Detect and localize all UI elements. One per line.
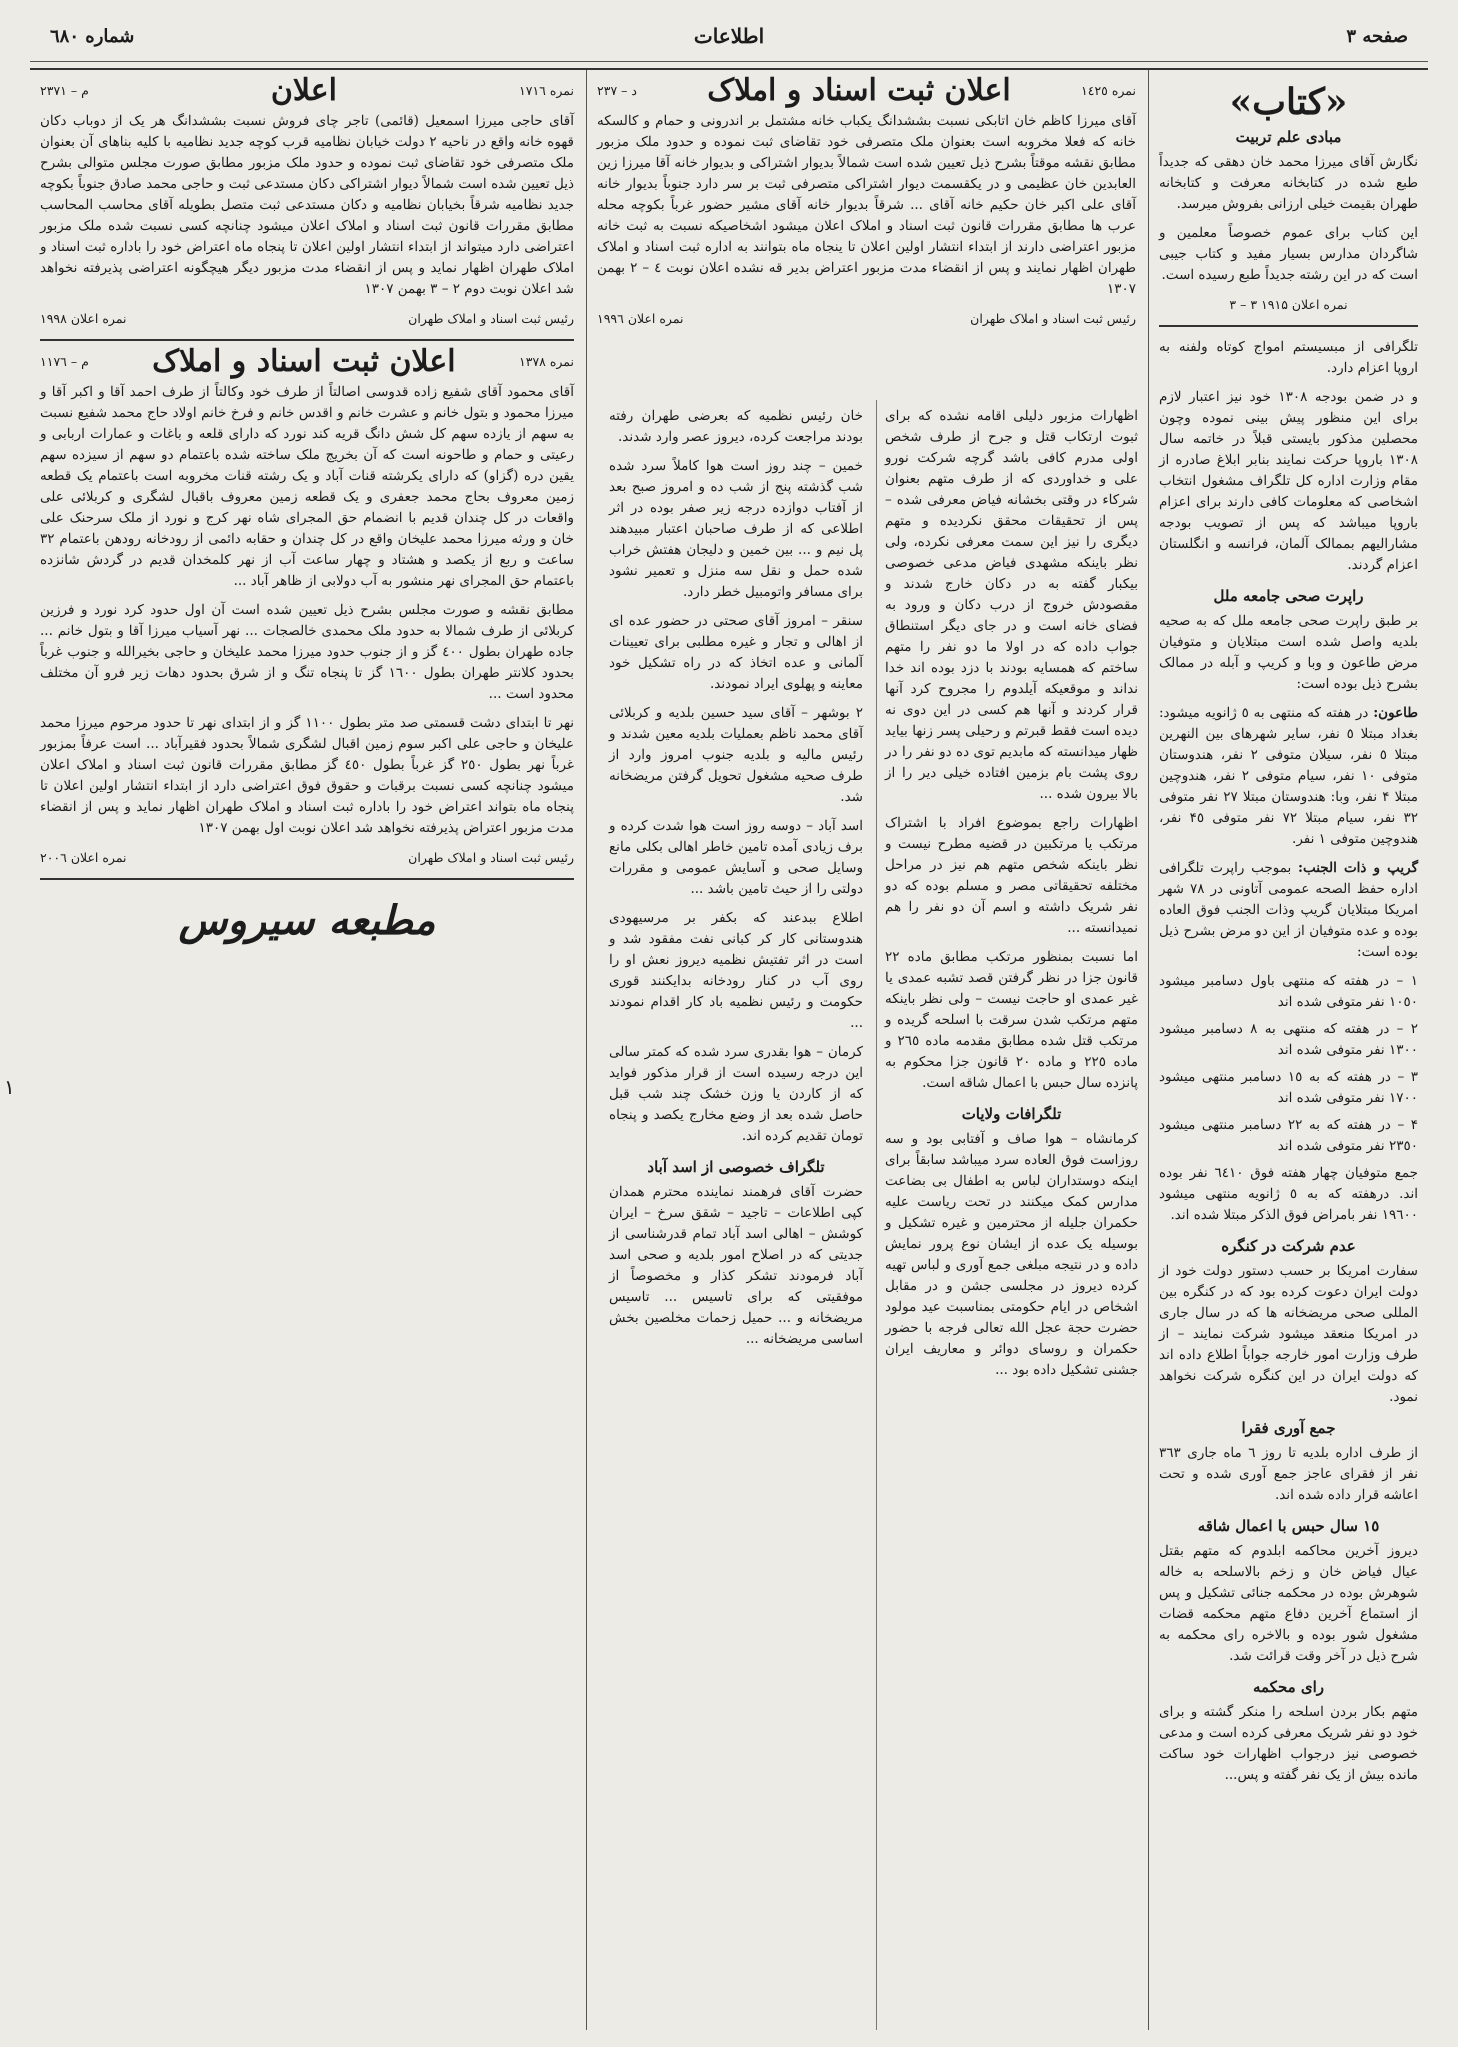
book-body-1: نگارش آقای میرزا محمد خان دهقی که جدیداً طبع شده در کتابخانه معرفت و کتابخانه طهران بقیمت خیلی ارزانی بفروش میرسد. bbox=[1159, 154, 1418, 212]
header-rule bbox=[30, 61, 1428, 62]
divider bbox=[40, 339, 574, 341]
news-b-body-7: کرمان – هوا بقدری سرد شده که کمتر سالی این درجه رسیده است از قرار مذکور فواید که از کاردن یا وزن خشک چند شب قبل حاصل شده بعد از وضع مخارج یکصد و پنجاه تومان تقدیم کرده اند. bbox=[609, 1044, 863, 1144]
prison-heading: ١٥ سال حبس با اعمال شاقه bbox=[1197, 1517, 1380, 1535]
list-item: ۴ – در هفته که به ٢٢ دسامبر منتهی میشود ٢٣٥٠ نفر متوفی شده اند bbox=[1159, 1117, 1418, 1154]
margin-mark: ١ bbox=[4, 1075, 15, 1099]
registration-column bbox=[586, 70, 1146, 2030]
announcement-code: م – ٢٣٧١ bbox=[40, 83, 89, 98]
newspaper-name: اطلاعات bbox=[693, 24, 765, 48]
news-1: تلگرافی از مبسیستم امواج کوتاه ولفنه به اروپا اعزام دارد. bbox=[1159, 339, 1418, 376]
page-header bbox=[30, 8, 1428, 70]
registration-2-title: اعلان ثبت اسناد و املاک bbox=[152, 344, 456, 379]
news-b-body-6: اطلاع ببدعند که بکفر بر مرسیهودی هندوستانی کار کر کبانی نفت مفقود شد و است در اثر تفتیش نظمیه دیروز نعش او را روی آب در کنار رودخانه بدایکنند قوری حکومت و رئیس نظمیه باد کار اقدام نمودند ... bbox=[609, 910, 863, 1031]
divider bbox=[1159, 325, 1418, 327]
issue-number: شماره ٦٨٠ bbox=[50, 26, 135, 47]
announcement-body: آقای حاجی میرزا اسمعیل (قائمی) تاجر چای فروش نسبت بششدانگ هر یک از دوباب دکان قهوه خانه واقع در ناحیه ٢ دولت خیابان نظامیه قرب کوچه جدید نظامیه با کلیه بناهای آن بعنوان ملک متصرفی خود تقاضای ثبت نموده و حدود ملک مزبور مطابق صورت مجلس متوالی بشرح ذیل تعیین شده است شمالاً دیوار اشتراکی دکان مستدعی ثبت و حاجی محمد صادق جنوباً بکوچه جدید نظامیه شرقاً بخیابان نظامیه و دکان مستدعی ثبت متصل بطویله آقای محاسب المحاسب مطابق مقررات قانون ثبت اسناد و املاک اعلان میشود چنانچه کسی نسبت شده ملک مزبور اعتراضی دارد میتواند از ابتداء انتشار اولین اعلان تا پنجاه ماه اعتراض خود را باداره ثبت اسناد و املاک طهران اظهار نماید و پس از انقضاء مدت مزبور دیگر هیچگونه اعتراضی پذیرفته نخواهد شد اعلان نوبت دوم ٢ – ٣ بهمن ١٣٠٧ bbox=[40, 113, 575, 297]
verdict-heading: رای محکمه bbox=[1252, 1678, 1325, 1696]
registration-1-footer bbox=[597, 308, 1136, 329]
plague-body bbox=[1159, 703, 1418, 850]
registration-2-code: م – ١١٧٦ bbox=[40, 354, 89, 369]
registration-1-number: نمره ١٤٢٥ bbox=[1081, 83, 1136, 98]
list-tail: جمع متوفیان چهار هفته فوق ٦٤١٠ نفر بوده اند. درهفته که به ٥ ژانویه منتهی میشود ١٩٦٠٠ نفر بامراض فوق الذکر مبتلا شده اند. bbox=[1159, 1165, 1418, 1223]
registration-2-body-2: مطابق نقشه و صورت مجلس بشرح ذیل تعیین شده است آن اول حدود کرد نورد و فرزین کربلائی از طرف شمالا به حدود ملک محمدی خالصجات ... نهر آسیاب میرزا آقا و بتول خانم ... جاده طهران بطول ٤٠٠ گز و از جنوب حدود میرزا محمد علیخان و حاجی بخیرالله و جنوب غرباً بحدود کلانتر طهران بطول ١٦٠٠ گز تا پنجاه تنگ و از شرق بحدود دهات زیر فرو آن مختلف محدود است ... bbox=[40, 602, 574, 702]
prison-body: دیروز آخرین محاکمه ابلدوم که متهم بقتل عیال فیاض خان و زخم بالاسلحه به خاله شوهرش بوده در محکمه جنائی تشکیل و پس از استماع آخرین دفاع متهم محکمه قضات مشغول شور بوده و بالاخره رای محکمه به شرح ذیل در آخر وقت قرائت شد. bbox=[1159, 1543, 1418, 1664]
registration-2-body-3: نهر تا ابتدای دشت قسمتی صد متر بطول ١١٠٠ گز و از ابتدای نهر تا حدود مرحوم میرزا محمد علیخان و حاجی علی اکبر سوم زمین اقبال لشگری شمالاً بحدود فقیرآباد ... است عرفاً بمزبور غرباً نهر بطول ٢٥٠ گز غرباً بطول ٤٥٠ گز مطابق مقررات قانون ثبت اسناد و املاک اعلان میشود چنانچه کسی نسبت برقبات و حقوق فوق اعتراضی دارد از ابتداء انتشار اولین اعلان تا پنجاه ماه بتواند اعتراض خود را باداره ثبت اسناد و املاک طهران اظهار نماید و پس از انقضاء مدت مزبور اعتراض پذیرفته نخواهد شد اعلان نوبت اول بهمن ١٣٠٧ bbox=[40, 715, 574, 836]
registration-2-number: نمره ١٣٧٨ bbox=[519, 354, 574, 369]
news-column-b bbox=[601, 400, 871, 2030]
verdict-body: متهم بکار بردن اسلحه را منکر گشته و برای خود دو نفر شریک معرفی کرده است و مدعی خصوصی نیز درجواب اظهارات خود ساکت مانده بیش از یک نفر گفته و پس... bbox=[1159, 1704, 1418, 1783]
news-b-body-3: سنقر – امروز آقای صحتی در حضور عده ای از اهالی و تجار و غیره مطلبی برای تعیینات آلمانی و عده اتخاذ که در راه تشکیل خود معاینه و پهلوی ایراد نمودند. bbox=[609, 613, 863, 692]
league-body: بر طبق راپرت صحی جامعه ملل که به صحیه بلدیه واصل شده است مبتلایان و متوفیان مرض طاعون و وبا و کریپ و آبله در ممالک بشرح ذیل بوده است: bbox=[1159, 613, 1418, 692]
book-subtitle: مبادی علم تربیت bbox=[1235, 128, 1342, 146]
page-number: صفحه ٣ bbox=[1346, 26, 1408, 47]
grippe-title: گریپ و ذات الجنب: bbox=[1297, 860, 1419, 876]
announcement-number: نمره ١٧١٦ bbox=[519, 83, 574, 98]
collect-heading: جمع آوری فقرا bbox=[1241, 1419, 1336, 1437]
private-heading: تلگراف خصوصی از اسد آباد bbox=[647, 1158, 825, 1176]
news-b-body-2: خمین – چند روز است هوا کاملاً سرد شده شب گذشته پنج از شب ده و امروز صبح بعد از آفتاب دوازده درجه زیر صفر بوده در اثر اطلاعی که از طرف صاحبان اعتبار مبیدهند پل نیم و ... بین خمین و دلیجان هفتش خراب شده حمل و نقل سه منزل و تعمیر نشود برای مسافر واتومبیل خطر دارد. bbox=[609, 458, 863, 600]
book-ad-number: نمره اعلان ۱۹۱۵ ٣ – ٣ bbox=[1229, 297, 1348, 312]
registration-1-ad-number: نمره اعلان ١٩٩٦ bbox=[597, 311, 684, 326]
news-column-a bbox=[876, 400, 1146, 2030]
news-a-body-3: اما نسبت بمنظور مرتکب مطابق ماده ۲۲ قانون جزا در نظر گرفتن قصد تشبه عمدی یا غیر عمدی او حاجت نیست – ولی نظر باینکه متهم مرتکب شدن سرقت با اسلحه گریده و مرتکب قتل شده مطابق مقدمه ماده ٢٦٥ و ماده ٢٢٥ و ماده ٢٠ قانون جزا محکوم به پانزده سال حبس با اعمال شاقه است. bbox=[885, 949, 1138, 1091]
list-item: ١ – در هفته که منتهی باول دسامبر میشود ١٠٥٠ نفر متوفی شده اند bbox=[1159, 973, 1418, 1010]
registration-2-title-row bbox=[40, 344, 574, 379]
plague-title: طاعون: bbox=[1373, 705, 1418, 721]
registration-1-title: اعلان ثبت اسناد و املاک bbox=[707, 73, 1011, 108]
collect-body: از طرف اداره بلدیه تا روز ٦ ماه جاری ٣٦٣ نفر از فقرای عاجز جمع آوری شده و تحت اعاشه قرار داده شده اند. bbox=[1159, 1445, 1418, 1503]
registration-1-code: د – ٢٣٧ bbox=[597, 83, 637, 98]
news-a-body-2: اظهارات راجع بموضوع افراد با اشتراک مرتکب یا مرتکبین در قضیه مطرح نیست و نظر باینکه شخص متهم هم نیز در مراحل مختلفه تحقیقاتی مصر و مسلم بوده که دو نفر شریک داشته و اسم آن دو نفر را هم نمیدانسته ... bbox=[885, 815, 1138, 936]
private-body: حضرت آقای فرهمند نماینده محترم همدان کپی اطلاعات – تاجید – شقق سرخ – ایران کوشش – اهالی اسد آباد تمام قدرشناسی از جدیتی که در اصلاح امور بلدیه و صحی اسد آباد فرمودند تشکر کذار و مخصوصاً از موفقیتی که برای تاسیس ... تاسیس مریضخانه و ... حمیل زحمات مخلصین بخش اساسی مریضخانه ... bbox=[609, 1184, 863, 1347]
divider bbox=[40, 878, 574, 880]
registration-2-footer bbox=[40, 847, 574, 868]
telegraph-body: کرمانشاه – هوا صاف و آفتابی بود و سه روزاست فوق العاده سرد میباشد سابقاً برای اینکه دوستداران لباس به اطفال بی بضاعت مدارس کمک میکنند در تحت ریاست علیه حکمران جلیله از محترمین و غیره تشکیل و بوسیله یک عده از ایشان نوع پرور نمایش داده و در نتیجه مبلغی جمع آوری و لباس تهیه کرده دیروز در مجلسی جشن و در مقابل اشخاص در ایام حکومتی بمناسبت عید مولود حضرت حجة عجل الله تعالی فرجه با حضور حکمران و روسای دوائر و معاریف ایران جشنی تشکیل داده بود ... bbox=[885, 1131, 1138, 1378]
news-a-body: اظهارات مزبور دلیلی اقامه نشده که برای ثبوت ارتکاب قتل و جرح از طرف شخص اولی مدرم کافی باشد گرچه شرکت نورو علی و خداوردی که از طرف متهم بعنوان شرکاء در وقتی بخشانه فیاض معرفی شده – پس از تحقیقات محقق نکردیده و متهم دیگری را نیز این سمت معرفی نکرده، ولی نظر باینکه مشهدی فیاض مدعی خصوصی بیکبار گفته به در دکان خارج شدند و مقصودش خروج از درب دکان و ورود به فضای خانه است و در جای دیگر استنطاق جواب داده که در اولا ما دو نفر را متهم ساختم که همسایه بودند با دزد بوده اند خدا نداند و موقعیکه آیلدوم را مجروح کرد آنها قرار کردند و آنها هم کسی در این دوی نه دیده است فقط قبرتم و رحیلی پسر زنها بیاید ظهار میدانسته که مابدیم توی ده دو نفر را در روی پشت بام بزمین افتاده خیلی دیر را از بالا بیرون شده ... bbox=[885, 408, 1138, 802]
news-b-body-1: خان رئیس نظمیه که بعرضی طهران رفته بودند مراجعت کرده، دیروز عصر وارد شدند. bbox=[609, 408, 863, 445]
registration-1-body: آقای میرزا کاظم خان اتابکی نسبت بششدانگ یکباب خانه مشتمل بر اندرونی و حمام و کالسکه خانه که فعلا مخروبه است بعنوان ملک متصرفی خود تقاضای ثبت نموده و حدود ملک مزبور مطابق نقشه موقتاً بشرح ذیل تعیین شده است شمالاً بدیوار اشتراکی و بدیوار خانه آقا میرزا زین العابدین خان عظیمی و در یکقسمت دیوار اشتراکی متصرفی ثبت بر سر دارد جنوباً بدیوار خانه آقای علی اکبر خان حکیم خانه آقای ... شرقاً بدیوار خانه آقای مشیر حضور غرباً بکوچه محله عرب ها مطابق مقررات قانون ثبت اسناد و املاک اعلان میشود اشخاصیکه نسبت به ثبت خانه مزبور اعتراضی دارند از ابتداء انتشار اولین اعلان تا ینجاه ماه بتوانند به اداره ثبت اسناد و املاک طهران اظهار نمایند و پس از انقضاء مدت مزبور اعتراض بدیر قه نشده اعلان نوبت ٤ – ٢ بهمن ١٣٠٧ bbox=[597, 113, 1137, 297]
announcement-ad-number: نمره اعلان ١٩٩٨ bbox=[40, 311, 127, 326]
book-title: «کتاب» bbox=[1229, 81, 1348, 123]
registration-1-signature: رئیس ثبت اسناد و املاک طهران bbox=[970, 311, 1136, 326]
league-heading: راپرت صحی جامعه ملل bbox=[1213, 587, 1364, 605]
grippe-body bbox=[1159, 858, 1418, 963]
telegraph-heading: تلگرافات ولایات bbox=[961, 1105, 1062, 1123]
printer-name: مطبعه سیروس bbox=[178, 897, 436, 944]
news-b-body-5: اسد آباد – دوسه روز است هوا شدت کرده و برف زیادی آمده تامین خاطر اهالی بکلی مانع وسایل صحی و آسایش عمومی و مقررات دولتی را از حیث تامین باشد ... bbox=[609, 818, 863, 897]
announcement-title-row bbox=[40, 73, 574, 108]
book-body-2: این کتاب برای عموم خصوصاً معلمین و شاگردان مدارس بسیار مفید و کتاب جیبی است که در این رشته جدیداً طبع رسیده است. bbox=[1159, 225, 1418, 283]
announcement-footer bbox=[40, 308, 574, 329]
announcement-signature: رئیس ثبت اسناد و املاک طهران bbox=[408, 311, 574, 326]
news-2: و در ضمن بودجه ۱۳۰۸ خود نیز اعتبار لازم برای این منظور پیش بینی نموده وچون محصلین مذکور بایستی قبلاً در خاتمه سال ۱۳۰۸ باروپا حرکت نمایند بنابر ابلاغ صادره از مقام وزارت اداره کل تلگراف مشغول انتخاب اشخاصی که معلومات کافی دارند برای اعزام باروپا میباشد که پس از تصویب بودجه مشاراليهم بممالک آلمان، فرانسه و انگلستان اعزام گردند. bbox=[1159, 389, 1418, 573]
grippe-text: بموجب راپرت تلگرافی اداره حفظ الصحه عمومی آتاونی در ٧٨ شهر امریکا مبتلایان گریپ وذات الجنب فوق العاده بوده و عده متوفیان از این دو مرض بشرح ذیل بوده است: bbox=[1159, 860, 1418, 960]
america-body: سفارت امریکا بر حسب دستور دولت خود از دولت ایران دعوت کرده بود که در کنگره بین المللی صحی مریضخانه ها که در سال جاری در امریکا منعقد میشود شرکت نمایند – از طرف وزارت امور خارجه جواباً اطلاع داده اند که دولت ایران در این کنگره شرکت نخواهد نمود. bbox=[1159, 1263, 1418, 1405]
list-item: ٣ – در هفته که به ١٥ دسامبر منتهی میشود ١٧٠٠ نفر متوفی شده اند bbox=[1159, 1069, 1418, 1106]
registration-2-body-1: آقای محمود آقای شفیع زاده قدوسی اصالتاً از طرف خود وکالتاً از طرف احمد آقا و اکبر آقا و میرزا محمود و بتول خانم و عشرت خانم و اقدس خانم و فرخ خانم اولاد حاج محمد شفیع نسبت به سهم از یازده سهم کل شش دانگ قریه کند نورد که دارای قلعه و باغات و عمارات اربابی و رعیتی و حمام و طاحونه است که آن بخریج ملک ساخته شده باعتمام دو سهم از سیزده سهم یقین دره (گزاو) که دارای یکرشته قنات آباد و یک رشته قنات مخروبه است باعتمام یک قطعه زمین معروف بحاج محمد جعفری و یک قطعه زمین معروف باقبال لشگری و کربلائی علی واقعات در کل چندان قدیم با انضمام حق المجرای شاه نهر کرج و نورد از ملک سرحنک علی خان و ورثه میرزا محمد علیخان واقع در کل چندان و حقابه دائمی از رودخانه رودهن باعتمام ٣٢ ساعت و ربع از یکصد و هشتاد و چهار ساعت آب از نهر کلمخدان قدیم در گردش شانزده باعتمام حق المجرای نهر منشور به آب دولابی از ظاهر آباد ... bbox=[40, 384, 574, 589]
book-column bbox=[1148, 70, 1428, 2030]
columns bbox=[30, 70, 1428, 2030]
registration-1-title-row bbox=[597, 73, 1136, 108]
announcement-column bbox=[30, 70, 584, 2030]
america-heading: عدم شرکت در کنگره bbox=[1221, 1237, 1356, 1255]
plague-text: در هفته که منتهی به ٥ ژانویه میشود: بغداد مبتلا ٥ نفر، سایر شهرهای بین النهرین مبتلا ٥ نفر، سیلان متوفی ٢ نفر، هندوستان متوفی ١٠ نفر، سیام متوفی ٢ نفر، هندوچین مبتلا ۴ نفر، وبا: هندوستان مبتلا ٢٧ نفر متوفی ٣٢ نفر، سیام مبتلا ٧٢ نفر متوفی ۴٥ نفر، هندوچین متوفی ١ نفر. bbox=[1159, 705, 1419, 847]
announcement-title: اعلان bbox=[270, 73, 337, 108]
registration-2-signature: رئیس ثبت اسناد و املاک طهران bbox=[408, 850, 574, 865]
registration-2-ad-number: نمره اعلان ٢٠٠٦ bbox=[40, 850, 127, 865]
list-item: ٢ – در هفته که منتهی به ٨ دسامبر میشود ١٣٠٠ نفر متوفی شده اند bbox=[1159, 1021, 1419, 1058]
news-b-body-4: ٢ بوشهر – آقای سید حسین بلدیه و کربلائی آقای محمد ناظم بعملیات بلدیه معین شدند و رئیس مالیه و بلدیه جنوب امروز وارد از طرف صحیه مشغول تحویل گرفتن مریضخانه شد. bbox=[609, 705, 863, 805]
